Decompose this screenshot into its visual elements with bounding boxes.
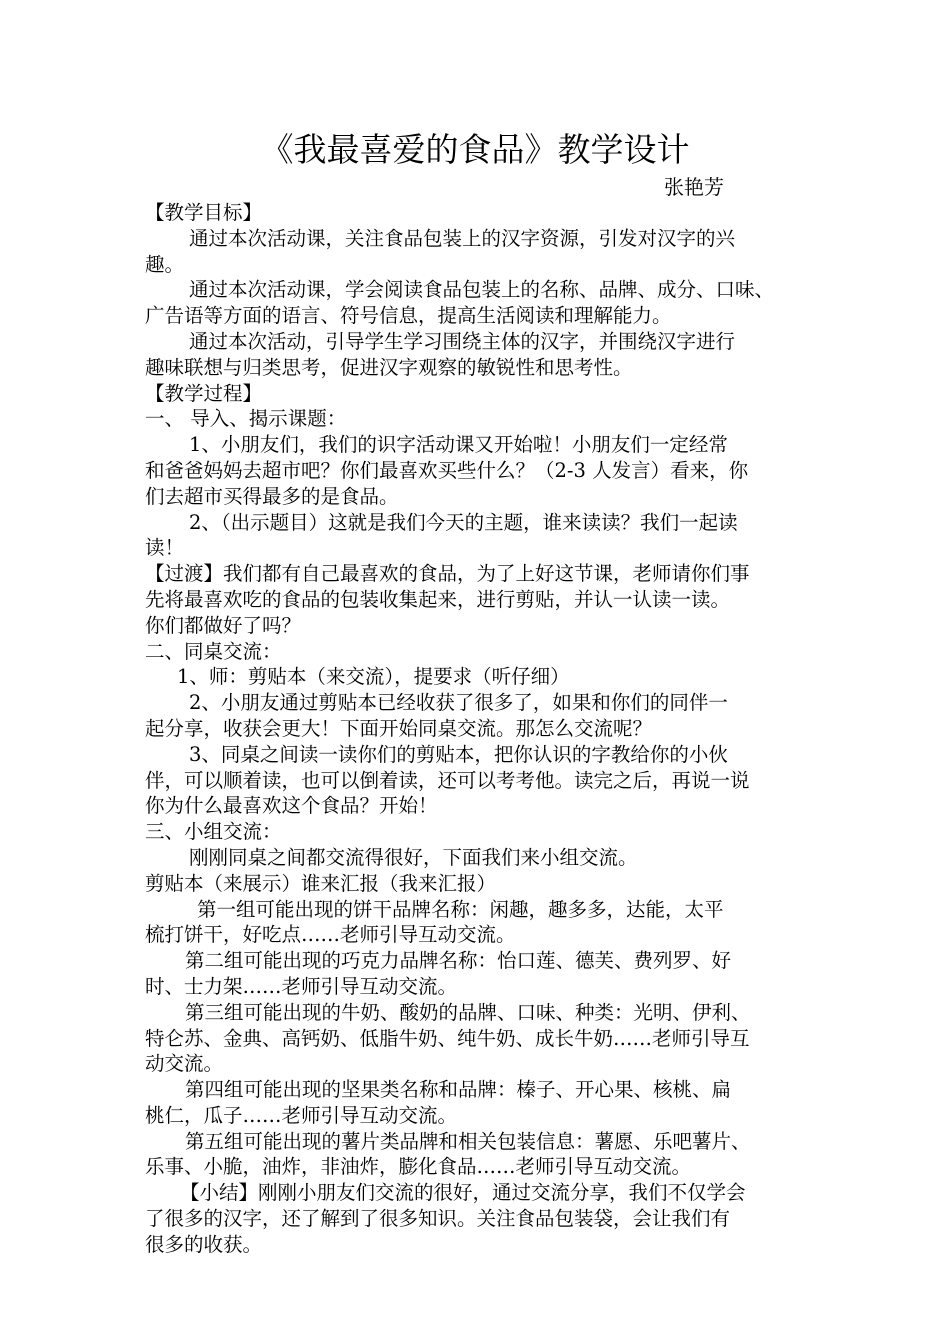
text-line: 广告语等方面的语言、符号信息，提高生活阅读和理解能力。 xyxy=(145,304,672,328)
text-line: 梳打饼干，好吃点……老师引导互动交流。 xyxy=(145,923,516,947)
text-line: 第五组可能出现的薯片类品牌和相关包装信息：薯愿、乐吧薯片、 xyxy=(185,1129,751,1153)
text-line: 【小结】刚刚小朋友们交流的很好，通过交流分享，我们不仅学会 xyxy=(180,1181,746,1205)
document-body xyxy=(145,200,817,1258)
text-line: 第二组可能出现的巧克力品牌名称：怡口莲、德芙、费列罗、好 xyxy=(185,949,732,973)
text-line: 通过本次活动，引导学生学习围绕主体的汉字，并围绕汉字进行 xyxy=(189,329,736,353)
text-line: 们去超市买得最多的是食品。 xyxy=(145,484,399,508)
text-line: 和爸爸妈妈去超市吧？你们最喜欢买些什么？（2-3 人发言）看来，你 xyxy=(145,458,749,482)
text-line: 时、士力架……老师引导互动交流。 xyxy=(145,974,458,998)
document-title: 《我最喜爱的食品》教学设计 xyxy=(260,130,690,169)
text-line: 第一组可能出现的饼干品牌名称：闲趣，趣多多，达能，太平 xyxy=(197,897,724,921)
text-line: 一、 导入、揭示课题： xyxy=(145,407,347,431)
text-line: 乐事、小脆，油炸，非油炸，膨化食品……老师引导互动交流。 xyxy=(145,1155,692,1179)
text-line: 1、小朋友们，我们的识字活动课又开始啦！小朋友们一定经常 xyxy=(189,433,728,457)
text-line: 你们都做好了吗？ xyxy=(145,613,302,637)
text-line: 第四组可能出现的坚果类名称和品牌：榛子、开心果、核桃、扁 xyxy=(185,1078,732,1102)
text-line: 二、同桌交流： xyxy=(145,639,282,663)
text-line: 桃仁，瓜子……老师引导互动交流。 xyxy=(145,1103,458,1127)
text-line: 通过本次活动课，学会阅读食品包装上的名称、品牌、成分、口味、 xyxy=(189,278,775,302)
text-line: 趣味联想与归类思考，促进汉字观察的敏锐性和思考性。 xyxy=(145,355,633,379)
text-line: 了很多的汉字，还了解到了很多知识。关注食品包装袋，会让我们有 xyxy=(145,1207,731,1231)
text-line: 通过本次活动课，关注食品包装上的汉字资源，引发对汉字的兴 xyxy=(189,226,736,250)
text-line: 你为什么最喜欢这个食品？开始！ xyxy=(145,794,438,818)
text-line: 3、同桌之间读一读你们的剪贴本，把你认识的字教给你的小伙 xyxy=(189,742,728,766)
text-line: 2、小朋友通过剪贴本已经收获了很多了，如果和你们的同伴一 xyxy=(189,691,728,715)
text-line: 趣。 xyxy=(145,252,185,276)
text-line: 刚刚同桌之间都交流得很好，下面我们来小组交流。 xyxy=(189,845,638,869)
text-line: 起分享，收获会更大！下面开始同桌交流。那怎么交流呢？ xyxy=(145,716,653,740)
text-line: 1、师：剪贴本（来交流），提要求（听仔细） xyxy=(177,665,570,689)
text-line: 剪贴本（来展示）谁来汇报（我来汇报） xyxy=(145,871,497,895)
text-line: 【教学目标】 xyxy=(145,201,263,224)
text-line: 第三组可能出现的牛奶、酸奶的品牌、口味、种类：光明、伊利、 xyxy=(185,1000,751,1024)
text-line: 2、（出示题目）这就是我们今天的主题，谁来读读？我们一起读 xyxy=(189,510,738,534)
text-line: 读！ xyxy=(145,536,185,560)
text-line: 三、小组交流： xyxy=(145,820,282,844)
author-name: 张艳芳 xyxy=(664,175,724,199)
text-line: 伴，可以顺着读，也可以倒着读，还可以考考他。读完之后，再说一说 xyxy=(145,768,750,792)
text-line: 【过渡】我们都有自己最喜欢的食品，为了上好这节课，老师请你们事 xyxy=(145,562,750,586)
text-line: 先将最喜欢吃的食品的包装收集起来，进行剪贴，并认一认读一读。 xyxy=(145,587,731,611)
text-line: 很多的收获。 xyxy=(145,1232,263,1256)
text-line: 【教学过程】 xyxy=(145,381,263,405)
text-line: 动交流。 xyxy=(145,1052,224,1076)
text-line: 特仑苏、金典、高钙奶、低脂牛奶、纯牛奶、成长牛奶……老师引导互 xyxy=(145,1026,750,1050)
